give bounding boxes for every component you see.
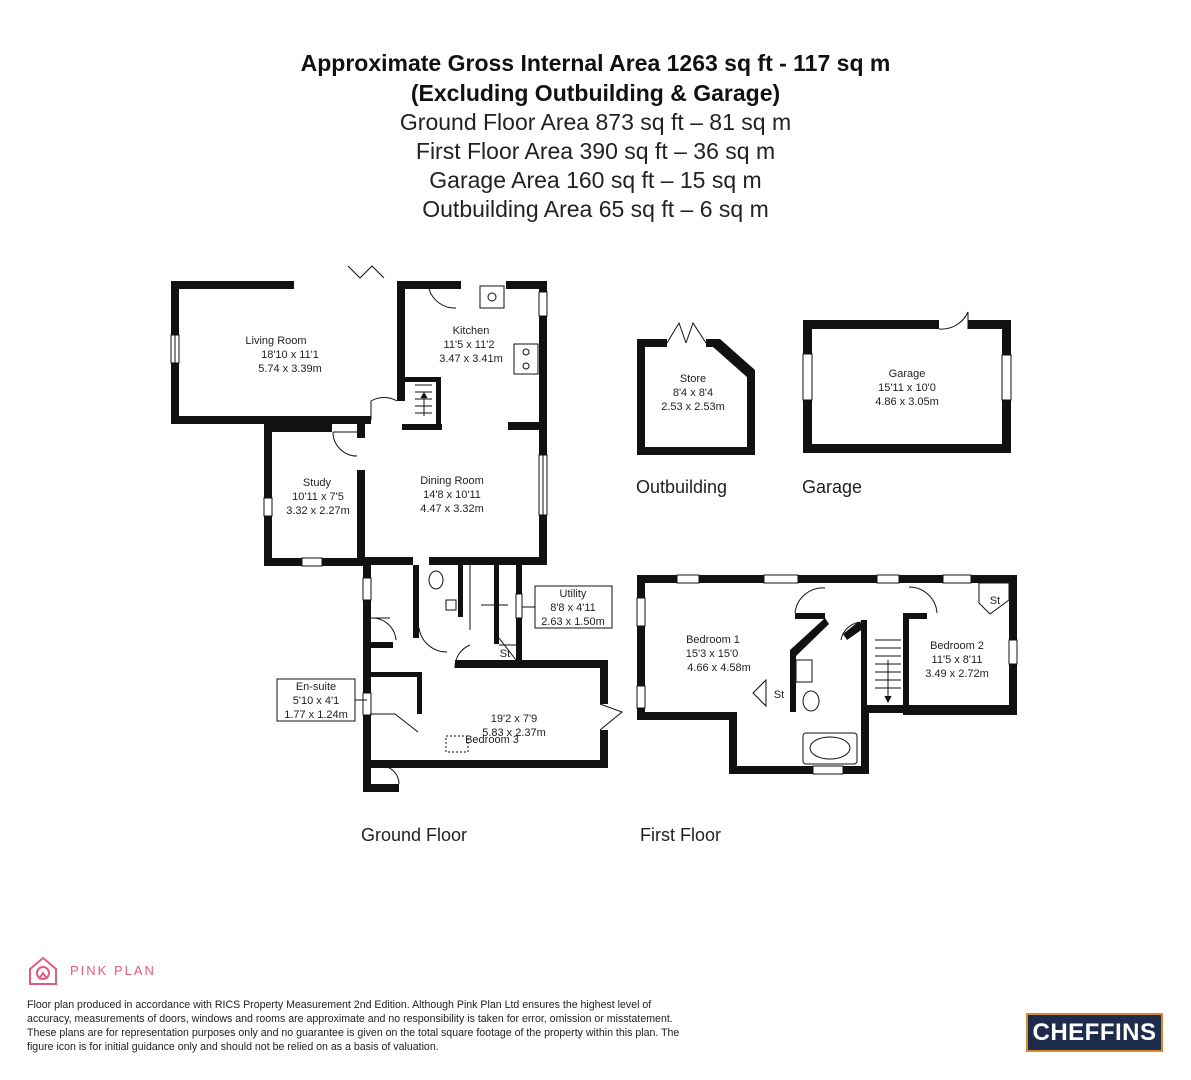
kitchen-name: Kitchen xyxy=(452,325,490,337)
utility-cupboard-label: St xyxy=(499,648,511,660)
bedroom2-imperial: 11'5 x 8'11 xyxy=(931,654,983,666)
garage-metric: 4.86 x 3.05m xyxy=(875,396,939,408)
gross-area-title: Approximate Gross Internal Area 1263 sq ft - 117 sq m xyxy=(300,50,891,76)
dining-room-imperial: 14'8 x 10'11 xyxy=(423,489,481,501)
ensuite-metric: 1.77 x 1.24m xyxy=(284,709,348,721)
bedroom2-metric: 3.49 x 2.72m xyxy=(925,668,989,680)
first-floor-area: First Floor Area 390 sq ft – 36 sq m xyxy=(415,138,776,164)
living-room-imperial: 18'10 x 11'1 xyxy=(261,349,319,361)
disclaimer-text: Floor plan produced in accordance with RICS Property Measurement 2nd Edition. Although Pink Plan Ltd ensures the highest level of accuracy, measurements of doors, windows and rooms are approximate and no responsibility is taken for error, omission or misstatement. These plans are for representation purposes only and no guarantee is given on the total square footage of the property within this plan. The figure icon is for initial guidance only and should not be relied on as a basis of valuation. xyxy=(27,999,680,1053)
section-labels xyxy=(361,477,862,845)
kitchen-imperial: 11'5 x 11'2 xyxy=(443,339,495,351)
bedroom3-metric: 5.83 x 2.37m xyxy=(482,727,546,739)
study-metric: 3.32 x 2.27m xyxy=(286,505,350,517)
first-floor-label: First Floor xyxy=(640,825,721,845)
garage-door xyxy=(939,312,968,329)
utility-metric: 2.63 x 1.50m xyxy=(541,616,605,628)
utility-imperial: 8'8 x 4'11 xyxy=(550,602,596,614)
kitchen-metric: 3.47 x 3.41m xyxy=(439,353,503,365)
store-door xyxy=(667,323,686,343)
outbuilding-label: Outbuilding xyxy=(636,477,728,497)
bedroom1-imperial: 15'3 x 15'0 xyxy=(685,648,739,660)
utility-name: Utility xyxy=(559,588,587,600)
ground-floor-label: Ground Floor xyxy=(361,825,468,845)
ground-floor-area: Ground Floor Area 873 sq ft – 81 sq m xyxy=(399,109,792,135)
bedroom1-cupboard-label: St xyxy=(773,689,785,701)
garage-name: Garage xyxy=(888,368,926,380)
garage-label: Garage xyxy=(802,477,863,497)
bedroom3-imperial: 19'2 x 7'9 xyxy=(490,713,538,725)
cheffins-logo: CHEFFINS xyxy=(1026,1013,1163,1052)
dining-room-name: Dining Room xyxy=(420,475,484,487)
study-imperial: 10'11 x 7'5 xyxy=(292,491,344,503)
bedroom1-name: Bedroom 1 xyxy=(686,634,740,646)
garage-imperial: 15'11 x 10'0 xyxy=(878,382,936,394)
ground-floor-walls xyxy=(171,281,608,792)
store-door-2 xyxy=(686,323,706,343)
utility-callout xyxy=(522,586,612,628)
study-name: Study xyxy=(302,477,332,489)
ensuite-callout xyxy=(277,679,367,721)
dining-room-metric: 4.47 x 3.32m xyxy=(420,503,484,515)
outbuilding-area: Outbuilding Area 65 sq ft – 6 sq m xyxy=(422,196,769,222)
ensuite-imperial: 5'10 x 4'1 xyxy=(292,695,340,707)
bedroom2-name: Bedroom 2 xyxy=(930,640,984,652)
garage-area: Garage Area 160 sq ft – 15 sq m xyxy=(429,167,762,193)
living-room-metric: 5.74 x 3.39m xyxy=(258,363,322,375)
bedroom3-name: Bedroom 3 xyxy=(465,734,519,746)
pink-plan-brand-text: PINK PLAN xyxy=(70,963,156,978)
gross-area-note: (Excluding Outbuilding & Garage) xyxy=(410,80,781,106)
store-metric: 2.53 x 2.53m xyxy=(661,401,725,413)
living-room-name: Living Room xyxy=(245,335,307,347)
store-imperial: 8'4 x 8'4 xyxy=(672,387,714,399)
store-name: Store xyxy=(679,373,707,385)
ensuite-name: En-suite xyxy=(295,681,337,693)
bedroom1-metric: 4.66 x 4.58m xyxy=(687,662,751,674)
bedroom2-cupboard-label: St xyxy=(989,595,1001,607)
pink-plan-logo-icon xyxy=(27,955,61,987)
